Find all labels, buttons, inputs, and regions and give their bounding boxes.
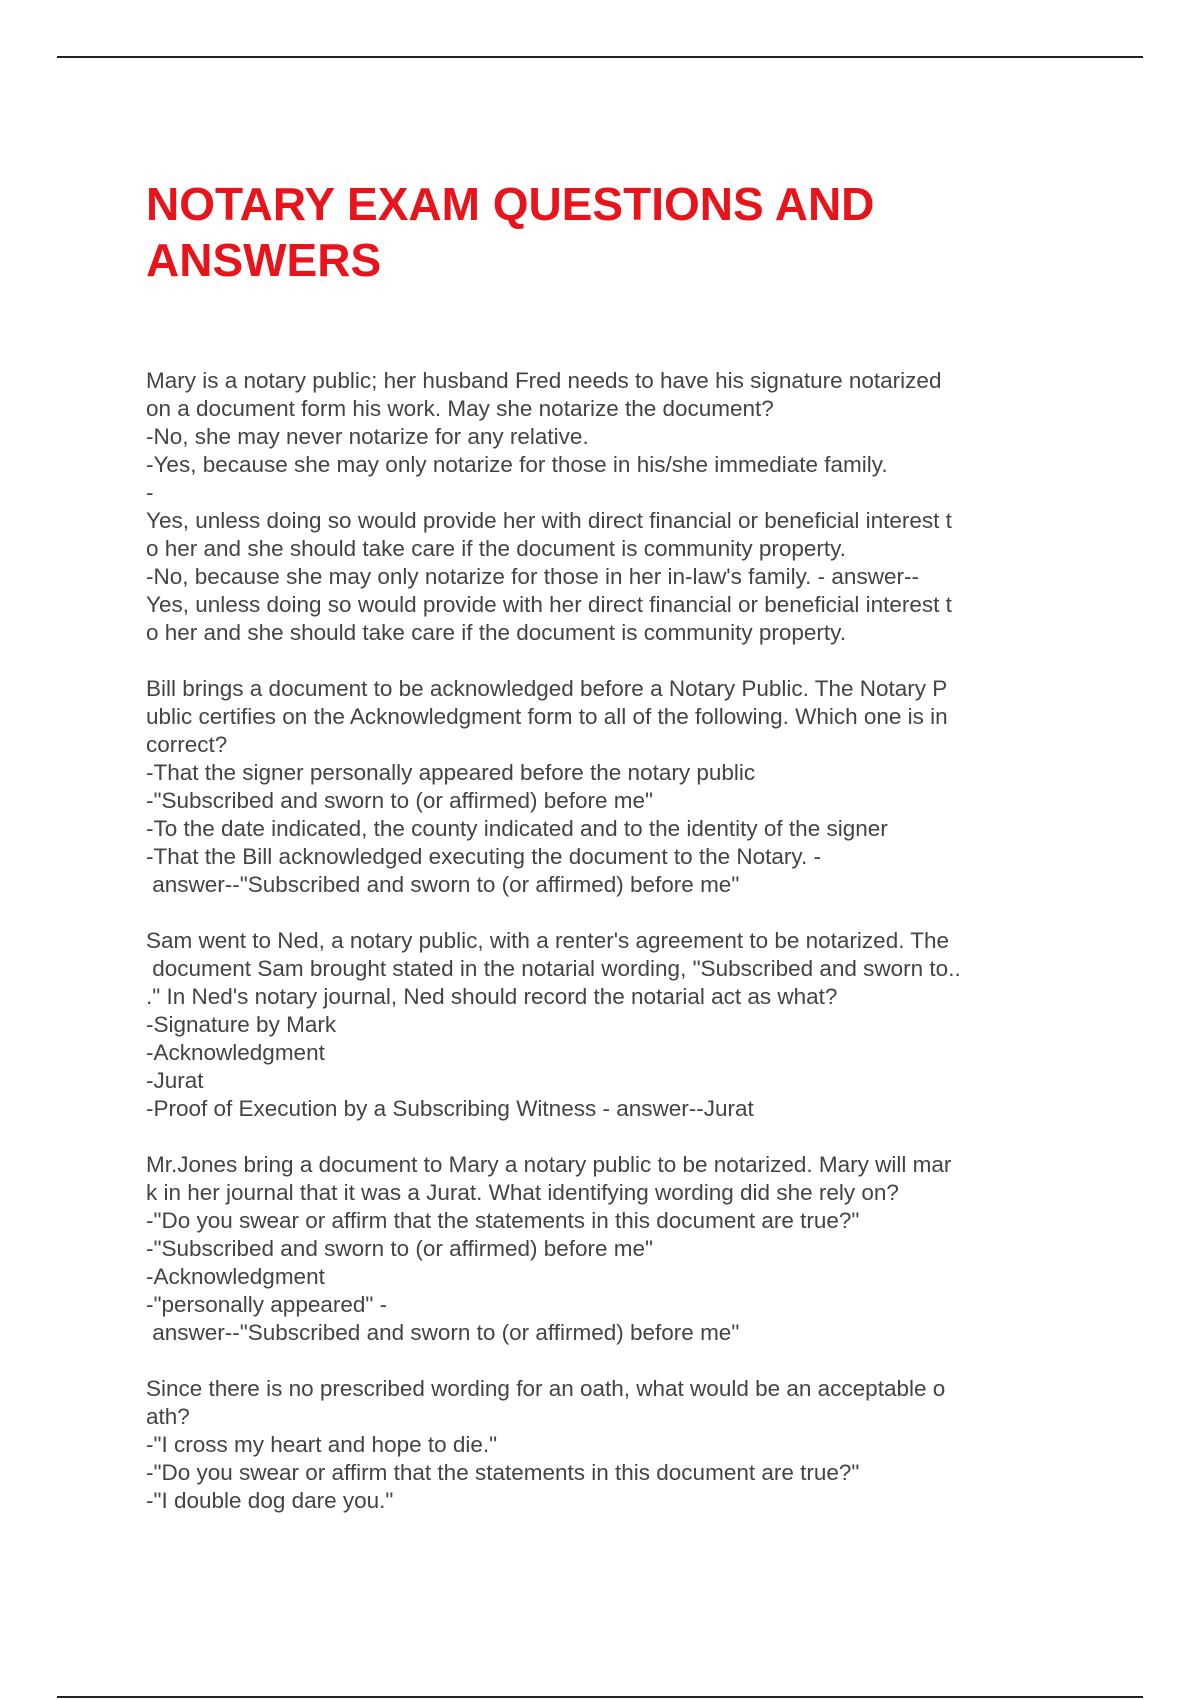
text-line: -To the date indicated, the county indicated and to the identity of the signer: [146, 816, 888, 841]
text-line: o her and she should take care if the document is community property.: [146, 536, 846, 561]
text-line: answer--"Subscribed and sworn to (or affirmed) before me": [146, 872, 740, 897]
question-block: [146, 1375, 1071, 1515]
text-line: -: [146, 480, 154, 505]
block-spacer: [146, 1123, 1071, 1151]
text-line: -Yes, because she may only notarize for those in his/she immediate family.: [146, 452, 888, 477]
question-block: [146, 1151, 1071, 1347]
text-line: -That the Bill acknowledged executing the document to the Notary. -: [146, 844, 821, 869]
text-line: -"I cross my heart and hope to die.": [146, 1432, 498, 1457]
text-line: Since there is no prescribed wording for an oath, what would be an acceptable o: [146, 1376, 946, 1401]
text-line: -Signature by Mark: [146, 1012, 337, 1037]
text-line: Yes, unless doing so would provide with her direct financial or beneficial interest t: [146, 592, 952, 617]
title-line: NOTARY EXAM QUESTIONS AND: [146, 178, 875, 230]
text-line: Bill brings a document to be acknowledged before a Notary Public. The Notary P: [146, 676, 948, 701]
text-line: on a document form his work. May she notarize the document?: [146, 396, 774, 421]
question-block: [146, 927, 1071, 1123]
text-line: k in her journal that it was a Jurat. What identifying wording did she rely on?: [146, 1180, 899, 1205]
text-line: -Acknowledgment: [146, 1040, 325, 1065]
text-line: -"Subscribed and sworn to (or affirmed) before me": [146, 788, 654, 813]
text-line: -That the signer personally appeared before the notary public: [146, 760, 756, 785]
text-line: ." In Ned's notary journal, Ned should record the notarial act as what?: [146, 984, 838, 1009]
text-line: Mr.Jones bring a document to Mary a notary public to be notarized. Mary will mar: [146, 1152, 952, 1177]
text-line: -No, she may never notarize for any relative.: [146, 424, 589, 449]
text-line: Yes, unless doing so would provide her with direct financial or beneficial interest t: [146, 508, 952, 533]
text-line: -Proof of Execution by a Subscribing Witness - answer--Jurat: [146, 1096, 754, 1121]
text-line: -"Subscribed and sworn to (or affirmed) before me": [146, 1236, 654, 1261]
text-line: ath?: [146, 1404, 190, 1429]
text-line: -Jurat: [146, 1068, 204, 1093]
text-line: correct?: [146, 732, 228, 757]
text-line: -Acknowledgment: [146, 1264, 325, 1289]
top-rule: [57, 56, 1143, 58]
text-line: Sam went to Ned, a notary public, with a renter's agreement to be notarized. The: [146, 928, 950, 953]
text-line: answer--"Subscribed and sworn to (or affirmed) before me": [146, 1320, 740, 1345]
block-spacer: [146, 1347, 1071, 1375]
text-line: -"Do you swear or affirm that the statements in this document are true?": [146, 1460, 860, 1485]
question-block: [146, 675, 1071, 899]
text-line: -No, because she may only notarize for those in her in-law's family. - answer--: [146, 564, 919, 589]
text-line: o her and she should take care if the document is community property.: [146, 620, 846, 645]
question-block: [146, 367, 1071, 647]
text-line: -"Do you swear or affirm that the statements in this document are true?": [146, 1208, 860, 1233]
document-title: [146, 176, 1086, 288]
document-body: [146, 367, 1071, 1515]
text-line: Mary is a notary public; her husband Fred needs to have his signature notarized: [146, 368, 942, 393]
title-line: ANSWERS: [146, 234, 382, 286]
text-line: -"I double dog dare you.": [146, 1488, 394, 1513]
text-line: -"personally appeared" -: [146, 1292, 388, 1317]
block-spacer: [146, 899, 1071, 927]
text-line: ublic certifies on the Acknowledgment form to all of the following. Which one is in: [146, 704, 948, 729]
text-line: document Sam brought stated in the notarial wording, "Subscribed and sworn to..: [146, 956, 961, 981]
block-spacer: [146, 647, 1071, 675]
bottom-rule: [57, 1696, 1143, 1698]
